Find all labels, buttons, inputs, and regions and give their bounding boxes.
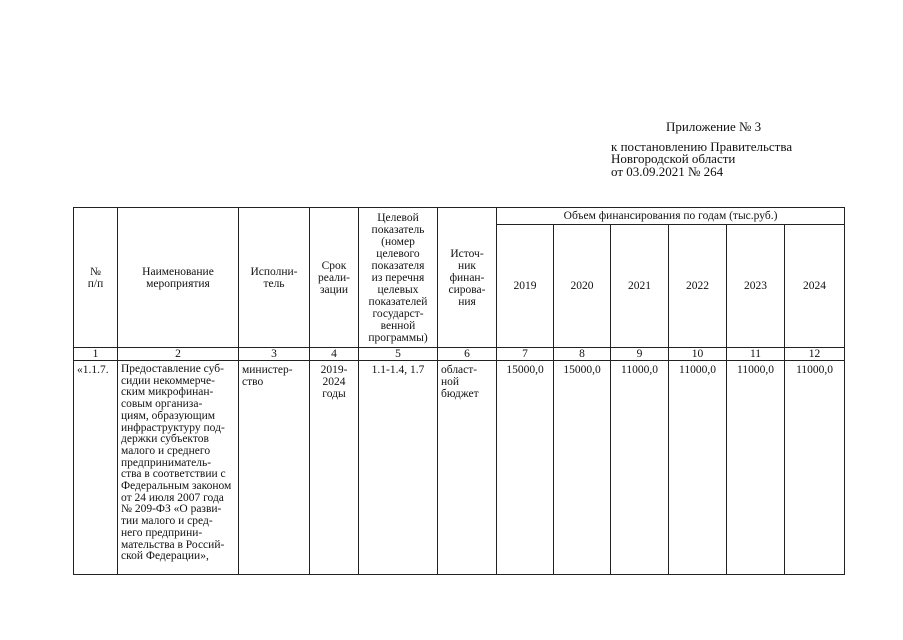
row-target: 1.1-1.4, 1.7 (359, 361, 438, 575)
header-executor (239, 208, 310, 348)
text-line: ства в соответствии с (121, 468, 226, 481)
text-line: № 209-ФЗ «О разви- (121, 503, 222, 516)
text-line: област- (441, 364, 478, 376)
text-line: предприниматель- (121, 456, 212, 469)
text-line: программы) (368, 331, 428, 344)
funding-table (73, 207, 845, 575)
appendix-line: к постановлению Правительства (611, 138, 793, 154)
text-line: ство (242, 376, 264, 388)
text-line: ской Федерации», (121, 550, 209, 563)
text-line: (номер (381, 235, 415, 248)
text-line: министер- (242, 364, 293, 376)
row-executor (239, 361, 310, 575)
appendix-line: от 03.09.2021 № 264 (611, 163, 724, 179)
column-number: 11 (727, 348, 785, 361)
text-line: показатель (371, 223, 425, 236)
header-year: 2023 (727, 225, 785, 348)
header-year: 2020 (554, 225, 611, 348)
column-number: 9 (611, 348, 669, 361)
column-number: 8 (554, 348, 611, 361)
text-line: Срок (321, 259, 347, 272)
text-line: Целевой (377, 211, 419, 224)
text-line: держки субъектов (121, 433, 209, 446)
text-line: малого и среднего (121, 444, 211, 457)
text-line: п/п (87, 277, 104, 290)
column-number: 2 (118, 348, 239, 361)
column-number-row (74, 348, 845, 361)
header-funding-group: Объем финансирования по годам (тыс.руб.) (497, 208, 845, 225)
text-line: показателей (368, 295, 428, 308)
text-line: бюджет (441, 388, 479, 400)
column-number: 12 (785, 348, 845, 361)
text-line: 2024 (322, 376, 346, 388)
header-year: 2022 (669, 225, 727, 348)
header-term (310, 208, 359, 348)
text-line: венной (380, 319, 416, 332)
row-num: «1.1.7. (74, 361, 118, 575)
header-num (74, 208, 118, 348)
column-number: 5 (359, 348, 438, 361)
text-line: мероприятия (146, 277, 210, 290)
row-value: 11000,0 (727, 361, 785, 575)
column-number: 1 (74, 348, 118, 361)
text-line: зации (319, 283, 349, 296)
text-line: ной (441, 376, 460, 388)
text-line: сидии некоммерче- (121, 374, 215, 387)
row-name (118, 361, 239, 575)
appendix-line: Новгородской области (611, 151, 736, 166)
text-line: тель (263, 277, 285, 290)
header-year: 2024 (785, 225, 845, 348)
text-line: государст- (372, 307, 424, 320)
text-line: целевых (377, 283, 419, 296)
appendix-block (611, 121, 792, 178)
row-term (310, 361, 359, 575)
header-name (118, 208, 239, 348)
text-line: Исполни- (250, 265, 298, 278)
text-line: из перечня (371, 271, 425, 284)
column-number: 4 (310, 348, 359, 361)
text-line: ским микрофинан- (121, 386, 214, 399)
text-line: № (90, 265, 101, 278)
text-line: годы (322, 388, 346, 400)
text-line: совым организа- (121, 398, 203, 411)
text-line: циям, образующим (121, 409, 216, 422)
header-year: 2019 (497, 225, 554, 348)
text-line: него предприни- (121, 526, 203, 539)
header-target (359, 208, 438, 348)
text-line: от 24 июля 2007 года (121, 491, 224, 504)
text-line: 2019- (320, 364, 348, 376)
text-line: показателя (371, 259, 425, 272)
column-number: 7 (497, 348, 554, 361)
row-value: 11000,0 (785, 361, 845, 575)
column-number: 3 (239, 348, 310, 361)
text-line: Наименование (142, 265, 214, 278)
text-line: реали- (318, 271, 350, 284)
row-value: 15000,0 (554, 361, 611, 575)
column-number: 10 (669, 348, 727, 361)
row-value: 15000,0 (497, 361, 554, 575)
text-line: целевого (376, 247, 420, 260)
table-row (74, 361, 845, 575)
text-line: Федеральным законом (121, 480, 232, 493)
header-year: 2021 (611, 225, 669, 348)
text-line: Предоставление суб- (121, 363, 224, 375)
appendix-title: Приложение № 3 (666, 119, 762, 134)
text-line: тии малого и сред- (121, 515, 213, 528)
text-line: инфраструктуру под- (121, 421, 225, 434)
column-number: 6 (438, 348, 497, 361)
text-line: ник (458, 259, 476, 272)
text-line: ния (458, 295, 476, 308)
row-value: 11000,0 (611, 361, 669, 575)
text-line: сирова- (448, 283, 486, 296)
text-line: Источ- (450, 247, 484, 260)
row-value: 11000,0 (669, 361, 727, 575)
row-source (438, 361, 497, 575)
header-source (438, 208, 497, 348)
text-line: финан- (449, 271, 485, 284)
text-line: мательства в Россий- (121, 538, 225, 551)
